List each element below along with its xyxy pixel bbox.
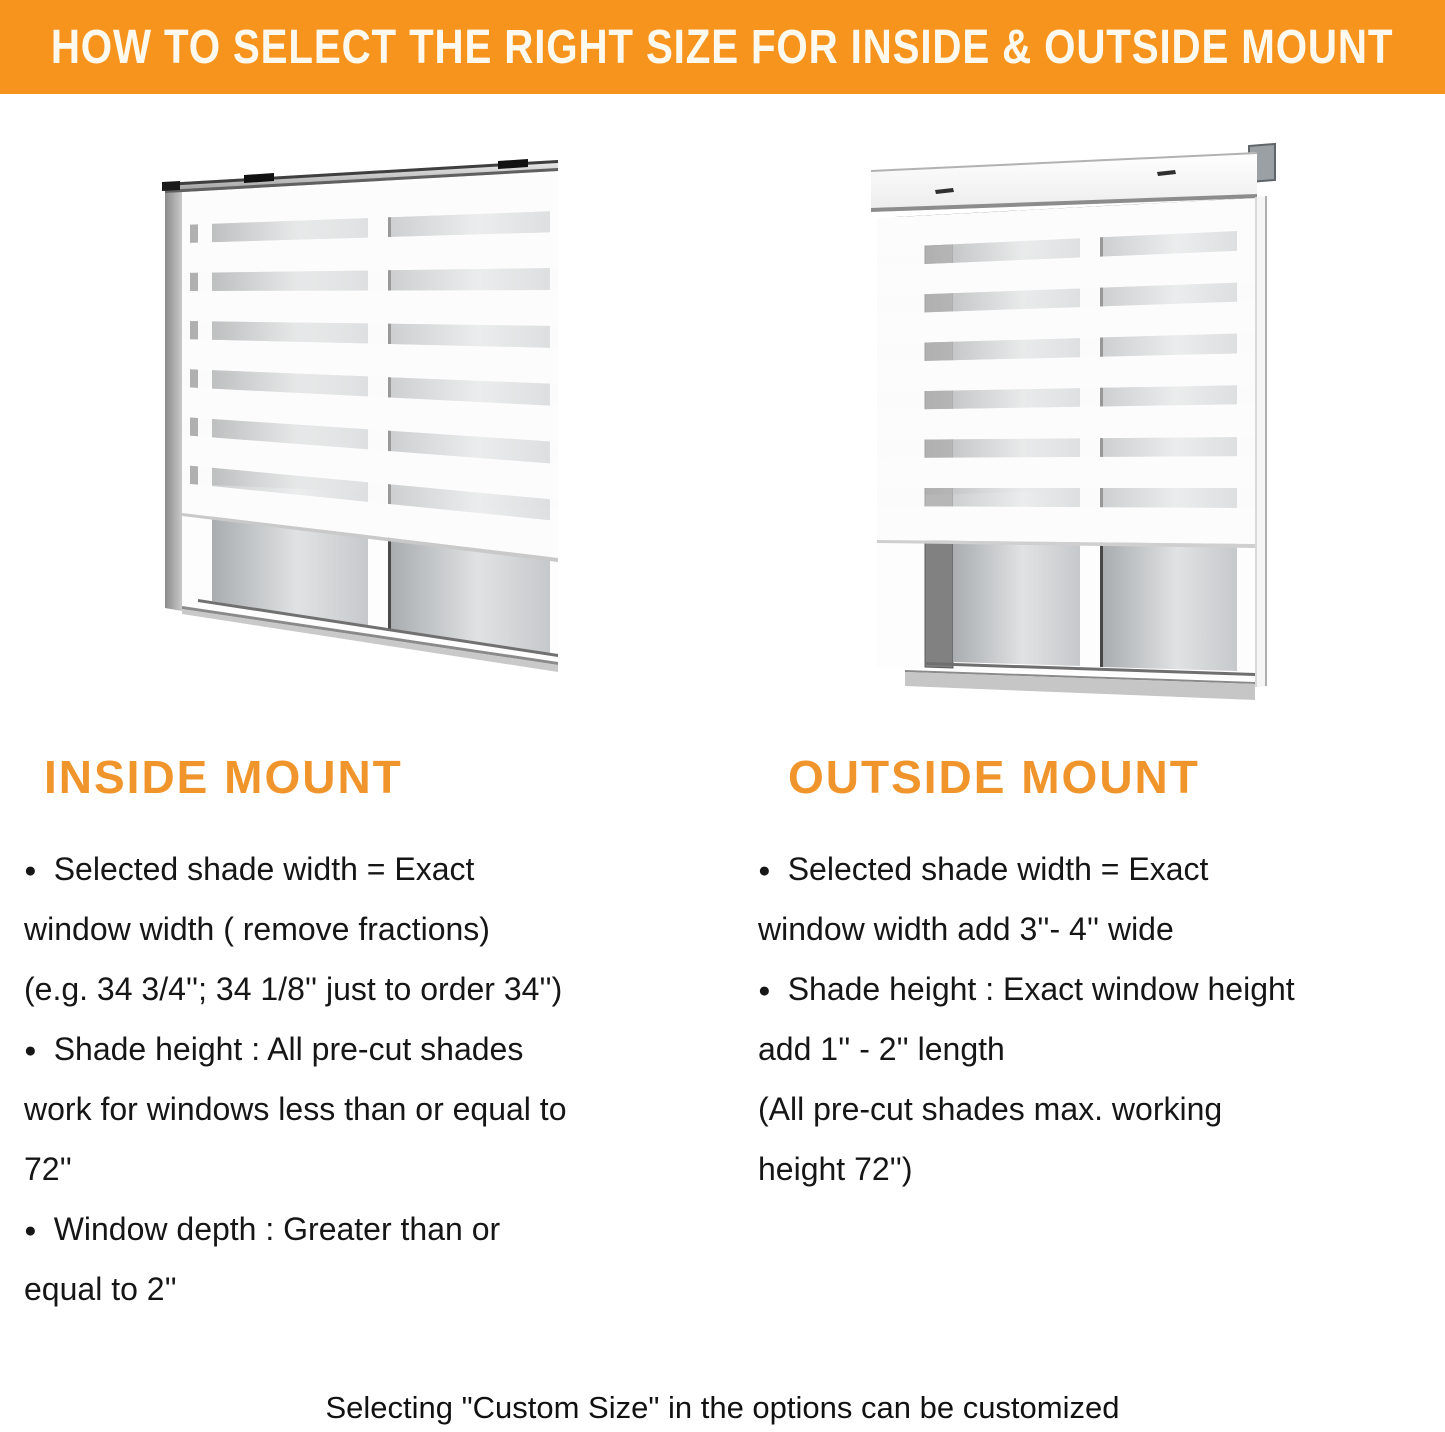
bullet-text: window width add 3''- 4'' wide <box>758 911 1174 947</box>
bullet-text: window width ( remove fractions) <box>24 911 490 947</box>
text-line <box>758 1079 1428 1139</box>
banner <box>0 0 1445 94</box>
outside-mount-illustration <box>865 140 1295 740</box>
bullet-line <box>758 959 1428 1019</box>
text-line <box>758 1019 1428 1079</box>
inside-mount-drawing <box>160 150 560 680</box>
bullet-dot: ● <box>758 859 771 882</box>
bullet-text: add 1'' - 2'' length <box>758 1031 1005 1067</box>
bullet-text: Selected shade width = Exact <box>53 851 475 887</box>
inside-mount-heading: INSIDE MOUNT <box>44 751 403 803</box>
text-line <box>758 899 1428 959</box>
bullet-text: Window depth : Greater than or <box>53 1211 501 1247</box>
text-line <box>24 1079 724 1139</box>
bullet-line <box>24 1199 724 1259</box>
bullet-text: Shade height : All pre-cut shades <box>53 1031 524 1067</box>
outside-mount-drawing <box>865 140 1295 740</box>
inside-mount-illustration <box>160 150 560 680</box>
zebra-shade <box>182 175 558 562</box>
banner-title: HOW TO SELECT THE RIGHT SIZE FOR INSIDE & OUTSIDE MOUNT <box>51 20 1394 74</box>
zebra-shade <box>877 198 1255 548</box>
text-line <box>24 959 724 1019</box>
headrail-endcap <box>162 181 180 191</box>
bullet-text: (All pre-cut shades max. working <box>758 1091 1223 1127</box>
wall-reveal <box>165 192 182 611</box>
bullet-text: 72'' <box>24 1151 72 1187</box>
bullet-line <box>758 839 1428 899</box>
bullet-text: Selected shade width = Exact <box>787 851 1209 887</box>
bullet-dot: ● <box>24 1039 37 1062</box>
bullet-text: height 72'') <box>758 1151 913 1187</box>
text-line <box>24 1139 724 1199</box>
bullet-text: work for windows less than or equal to <box>24 1091 567 1127</box>
outside-mount-heading: OUTSIDE MOUNT <box>788 751 1200 803</box>
bullet-dot: ● <box>24 1219 37 1242</box>
inside-mount-bullets <box>24 839 724 1319</box>
text-line <box>24 899 724 959</box>
bullet-text: Shade height : Exact window height <box>787 971 1295 1007</box>
bullet-text: (e.g. 34 3/4''; 34 1/8'' just to order 34'') <box>24 971 563 1007</box>
footer-note: Selecting "Custom Size" in the options can be customized <box>325 1390 1120 1425</box>
text-line <box>24 1259 724 1319</box>
outside-mount-bullets <box>758 839 1428 1199</box>
side-rail <box>1255 196 1267 687</box>
bullet-line <box>24 1019 724 1079</box>
text-line <box>758 1139 1428 1199</box>
bullet-dot: ● <box>758 979 771 1002</box>
bullet-text: equal to 2'' <box>24 1271 177 1307</box>
bullet-line <box>24 839 724 899</box>
shade-bottom-rail <box>877 506 1255 544</box>
bullet-dot: ● <box>24 859 37 882</box>
